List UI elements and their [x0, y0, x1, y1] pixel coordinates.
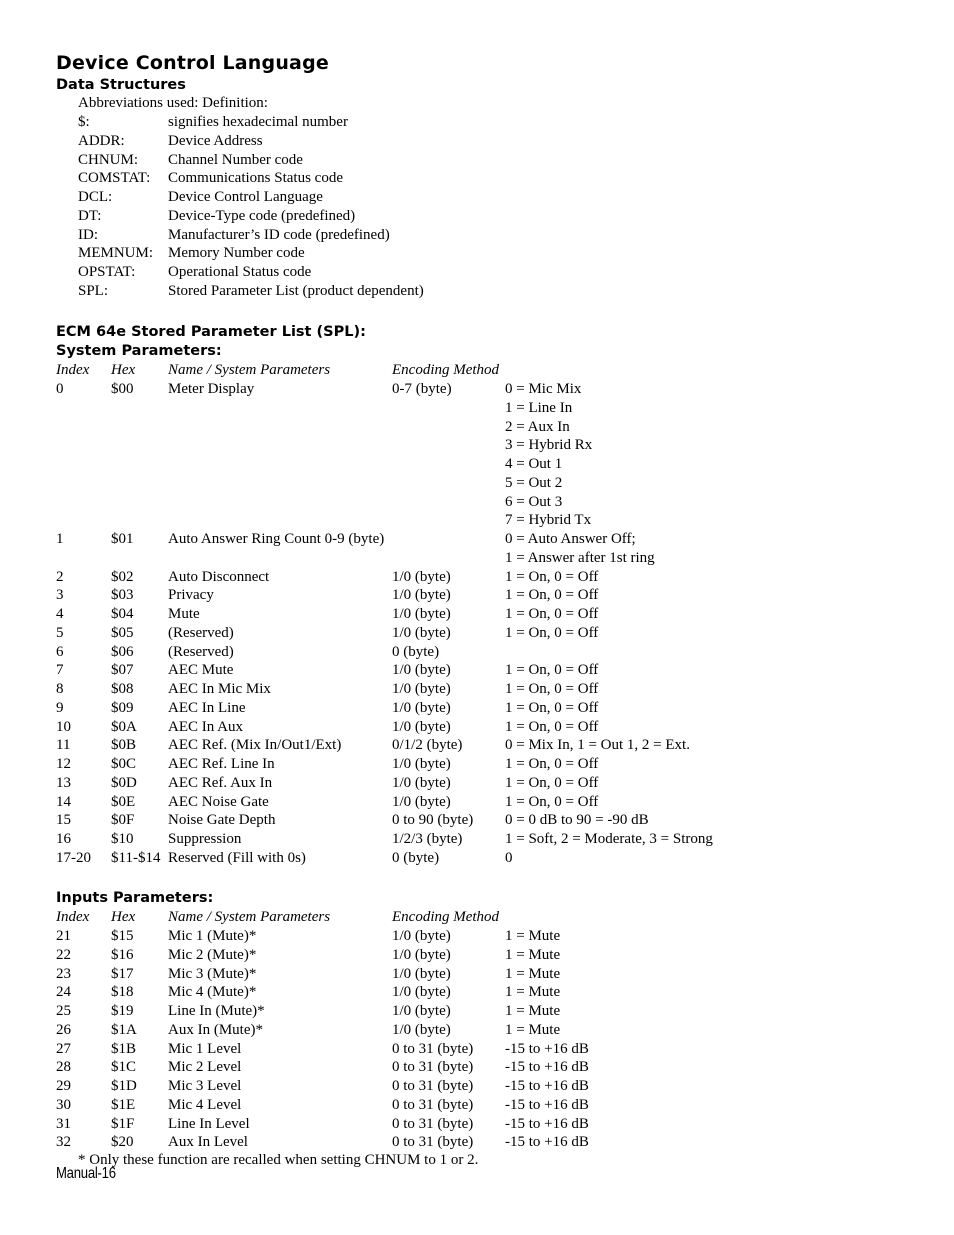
system-parameters-heading: System Parameters:	[56, 343, 222, 359]
parameter-encoding: 0 to 31 (byte)	[392, 1059, 474, 1076]
parameter-index: 12	[56, 756, 71, 772]
parameter-index: 22	[56, 946, 71, 963]
parameter-value: 1 = On, 0 = Off	[505, 774, 599, 791]
parameter-hex: $1D	[111, 1078, 137, 1094]
parameter-name: Mic 2 (Mute)*	[168, 946, 257, 963]
parameter-name: AEC Ref. (Mix In/Out1/Ext)	[168, 737, 342, 754]
parameter-name: Suppression	[168, 831, 242, 847]
parameter-value: 1 = On, 0 = Off	[505, 606, 599, 622]
parameter-hex: $1A	[111, 1021, 137, 1038]
parameter-value: 1 = On, 0 = Off	[505, 718, 599, 735]
parameter-value: 2 = Aux In	[505, 418, 570, 435]
parameter-encoding: 0 to 31 (byte)	[392, 1115, 474, 1132]
parameter-encoding: 1/0 (byte)	[392, 718, 451, 735]
parameter-value: -15 to +16 dB	[505, 1078, 589, 1094]
parameter-encoding: 1/0 (byte)	[392, 946, 451, 963]
parameter-encoding: 0 to 31 (byte)	[392, 1078, 474, 1094]
parameter-name: AEC In Line	[168, 699, 246, 716]
parameter-index: 30	[56, 1096, 71, 1113]
parameter-name: Privacy	[168, 587, 214, 604]
parameter-index: 6	[56, 643, 64, 660]
abbreviation-key: $:	[78, 114, 90, 130]
parameter-value: -15 to +16 dB	[505, 1096, 589, 1113]
parameter-name: Reserved (Fill with 0s)	[168, 849, 306, 866]
parameter-index: 9	[56, 699, 64, 716]
column-header-name: Name / System Parameters	[168, 362, 331, 378]
parameter-hex: $0D	[111, 774, 137, 791]
parameter-encoding: 0 (byte)	[392, 849, 440, 866]
parameter-encoding: 0 to 31 (byte)	[392, 1134, 474, 1151]
parameter-name: Auto Answer Ring Count 0-9 (byte)	[168, 531, 385, 547]
parameter-value: 1 = On, 0 = Off	[505, 662, 599, 679]
parameter-name: Meter Display	[168, 381, 255, 397]
parameter-encoding: 1/0 (byte)	[392, 568, 451, 585]
parameter-hex: $16	[111, 946, 134, 963]
parameter-name: Line In Level	[168, 1115, 250, 1132]
parameter-encoding: 1/0 (byte)	[392, 965, 451, 982]
parameter-index: 2	[56, 568, 64, 585]
parameter-value: -15 to +16 dB	[505, 1134, 589, 1151]
parameter-hex: $18	[111, 984, 134, 1001]
parameter-value: 1 = Mute	[505, 1003, 561, 1019]
parameter-index: 31	[56, 1115, 71, 1132]
abbreviation-key: OPSTAT:	[78, 264, 136, 280]
parameter-hex: $19	[111, 1003, 134, 1019]
parameter-index: 26	[56, 1021, 71, 1038]
parameter-index: 25	[56, 1003, 71, 1019]
parameter-encoding: 1/0 (byte)	[392, 662, 451, 679]
parameter-value: -15 to +16 dB	[505, 1059, 589, 1076]
abbreviation-key: COMSTAT:	[78, 170, 151, 187]
parameter-hex: $11-$14	[111, 849, 161, 866]
parameter-hex: $1C	[111, 1059, 137, 1076]
parameter-encoding: 0-7 (byte)	[392, 381, 452, 397]
parameter-value: 1 = On, 0 = Off	[505, 699, 599, 716]
parameter-index: 24	[56, 984, 71, 1001]
parameter-encoding: 1/0 (byte)	[392, 793, 451, 810]
column-header-hex: Hex	[111, 909, 136, 925]
parameter-index: 14	[56, 793, 71, 810]
abbreviation-key: DCL:	[78, 189, 113, 205]
parameter-name: Mic 1 (Mute)*	[168, 928, 257, 944]
parameter-value: 4 = Out 1	[505, 456, 563, 472]
parameter-hex: $04	[111, 606, 134, 622]
abbreviation-definition: Stored Parameter List (product dependent)	[168, 282, 424, 299]
data-structures-heading: Data Structures	[56, 77, 186, 93]
parameter-name: Mic 2 Level	[168, 1059, 242, 1076]
parameter-value: 1 = Mute	[505, 1021, 561, 1038]
parameter-encoding: 0 to 90 (byte)	[392, 812, 474, 829]
abbreviation-key: MEMNUM:	[78, 245, 154, 262]
parameter-index: 16	[56, 831, 71, 847]
abbreviation-key: CHNUM:	[78, 151, 139, 168]
parameter-name: Line In (Mute)*	[168, 1003, 265, 1019]
parameter-name: Mic 3 (Mute)*	[168, 965, 257, 982]
parameter-name: Mic 4 Level	[168, 1096, 242, 1113]
parameter-hex: $07	[111, 662, 134, 679]
parameter-encoding: 1/0 (byte)	[392, 1003, 451, 1019]
parameter-index: 13	[56, 774, 71, 791]
parameter-encoding: 1/0 (byte)	[392, 1021, 451, 1038]
parameter-name: AEC Mute	[168, 662, 234, 679]
parameter-hex: $08	[111, 681, 134, 697]
parameter-index: 8	[56, 681, 64, 697]
parameter-value: -15 to +16 dB	[505, 1040, 589, 1057]
parameter-encoding: 0 (byte)	[392, 643, 440, 660]
parameter-index: 21	[56, 928, 71, 944]
parameter-encoding: 1/0 (byte)	[392, 774, 451, 791]
column-header-encoding: Encoding Method	[392, 362, 500, 378]
page-number: Manual-16	[56, 1165, 116, 1182]
parameter-value: 5 = Out 2	[505, 474, 563, 491]
parameter-name: AEC Ref. Aux In	[168, 774, 273, 791]
parameter-value: 1 = Mute	[505, 946, 561, 963]
parameter-value: 1 = Mute	[505, 928, 561, 944]
parameter-hex: $0B	[111, 737, 137, 754]
parameter-value: 6 = Out 3	[505, 493, 563, 510]
parameter-hex: $15	[111, 928, 134, 944]
abbreviation-definition: Device-Type code (predefined)	[168, 207, 356, 224]
column-header-hex: Hex	[111, 362, 136, 378]
parameter-hex: $1B	[111, 1040, 137, 1057]
parameter-name: Aux In Level	[168, 1134, 248, 1151]
parameter-name: Mic 3 Level	[168, 1078, 242, 1094]
abbreviation-definition: Memory Number code	[168, 245, 305, 262]
parameter-encoding: 1/0 (byte)	[392, 699, 451, 716]
abbreviation-key: DT:	[78, 207, 102, 224]
parameter-value: 1 = On, 0 = Off	[505, 793, 599, 810]
parameter-name: Auto Disconnect	[168, 568, 270, 585]
parameter-hex: $09	[111, 699, 134, 716]
parameter-hex: $20	[111, 1134, 134, 1151]
parameter-index: 23	[56, 965, 71, 982]
parameter-hex: $00	[111, 381, 134, 397]
parameter-hex: $0F	[111, 812, 135, 829]
parameter-value: 1 = Mute	[505, 984, 561, 1001]
parameter-index: 4	[56, 606, 64, 622]
parameter-value: 1 = Soft, 2 = Moderate, 3 = Strong	[505, 831, 713, 847]
parameter-hex: $05	[111, 624, 134, 641]
parameter-encoding: 0/1/2 (byte)	[392, 737, 463, 754]
parameter-hex: $0A	[111, 718, 137, 735]
parameter-name: AEC In Mic Mix	[168, 681, 271, 697]
parameter-value: 1 = Answer after 1st ring	[505, 549, 655, 566]
parameter-encoding: 1/0 (byte)	[392, 756, 451, 772]
parameter-value: 1 = On, 0 = Off	[505, 624, 599, 641]
parameter-hex: $0E	[111, 793, 136, 810]
parameter-value: 1 = On, 0 = Off	[505, 756, 599, 772]
parameter-encoding: 1/0 (byte)	[392, 606, 451, 622]
parameter-index: 5	[56, 624, 64, 641]
parameter-index: 28	[56, 1059, 71, 1076]
parameter-value: 1 = On, 0 = Off	[505, 568, 599, 585]
parameter-value: 0 = 0 dB to 90 = -90 dB	[505, 812, 649, 829]
parameter-index: 29	[56, 1078, 71, 1094]
abbreviations-intro-text: Abbreviations used: Definition:	[78, 95, 268, 111]
parameter-hex: $1E	[111, 1096, 136, 1113]
parameter-index: 10	[56, 718, 71, 735]
parameter-name: Mic 4 (Mute)*	[168, 984, 257, 1001]
parameter-name: Aux In (Mute)*	[168, 1021, 263, 1038]
abbreviation-definition: Device Control Language	[168, 189, 323, 205]
column-header-index: Index	[56, 362, 90, 378]
parameter-value: 3 = Hybrid Rx	[505, 437, 593, 454]
footnote: * Only these function are recalled when setting CHNUM to 1 or 2.	[78, 1152, 479, 1168]
parameter-encoding: 0 to 31 (byte)	[392, 1096, 474, 1113]
parameter-encoding: 1/0 (byte)	[392, 681, 451, 697]
parameter-hex: $01	[111, 531, 134, 547]
parameter-hex: $02	[111, 568, 134, 585]
parameter-value: 0	[505, 849, 513, 866]
abbreviation-key: SPL:	[78, 282, 109, 299]
parameter-index: 11	[56, 737, 71, 754]
parameter-index: 0	[56, 381, 64, 397]
column-header-index: Index	[56, 909, 90, 925]
parameter-index: 27	[56, 1040, 71, 1057]
parameter-index: 7	[56, 662, 64, 679]
parameter-index: 15	[56, 812, 71, 829]
column-header-encoding: Encoding Method	[392, 909, 500, 925]
parameter-hex: $06	[111, 643, 134, 660]
parameter-name: AEC Ref. Line In	[168, 756, 275, 772]
parameter-name: Mute	[168, 606, 200, 622]
parameter-value: 1 = Mute	[505, 965, 561, 982]
parameter-value: 1 = On, 0 = Off	[505, 587, 599, 604]
abbreviation-definition: Manufacturer’s ID code (predefined)	[168, 226, 390, 243]
inputs-parameters-heading: Inputs Parameters:	[56, 890, 214, 906]
abbreviation-key: ADDR:	[78, 132, 125, 149]
parameter-hex: $03	[111, 587, 134, 604]
parameter-encoding: 1/0 (byte)	[392, 928, 451, 944]
abbreviation-key: ID:	[78, 226, 98, 243]
parameter-value: 0 = Auto Answer Off;	[505, 531, 636, 547]
parameter-name: Mic 1 Level	[168, 1040, 242, 1057]
parameter-name: (Reserved)	[168, 643, 234, 660]
parameter-encoding: 1/0 (byte)	[392, 587, 451, 604]
column-header-name: Name / System Parameters	[168, 909, 331, 925]
parameter-hex: $10	[111, 831, 134, 847]
spl-heading: ECM 64e Stored Parameter List (SPL):	[56, 324, 366, 340]
parameter-hex: $1F	[111, 1115, 135, 1132]
parameter-encoding: 0 to 31 (byte)	[392, 1040, 474, 1057]
parameter-name: AEC Noise Gate	[168, 793, 269, 810]
abbreviation-definition: Channel Number code	[168, 151, 303, 168]
parameter-value: 0 = Mic Mix	[505, 381, 582, 397]
parameter-hex: $0C	[111, 756, 137, 772]
abbreviation-definition: Operational Status code	[168, 264, 312, 280]
parameter-index: 32	[56, 1134, 71, 1151]
parameter-name: Noise Gate Depth	[168, 812, 276, 829]
parameter-encoding: 1/0 (byte)	[392, 984, 451, 1001]
parameter-encoding: 1/2/3 (byte)	[392, 831, 463, 847]
page-title: Device Control Language	[56, 52, 329, 74]
parameter-value: 1 = Line In	[505, 399, 573, 416]
parameter-encoding: 1/0 (byte)	[392, 624, 451, 641]
parameter-index: 17-20	[56, 849, 91, 866]
parameter-index: 3	[56, 587, 64, 604]
parameter-hex: $17	[111, 965, 134, 982]
parameter-value: -15 to +16 dB	[505, 1115, 589, 1132]
parameter-value: 1 = On, 0 = Off	[505, 681, 599, 697]
parameter-index: 1	[56, 531, 64, 547]
parameter-value: 7 = Hybrid Tx	[505, 512, 592, 529]
abbreviation-definition: Device Address	[168, 132, 263, 149]
parameter-value: 0 = Mix In, 1 = Out 1, 2 = Ext.	[505, 737, 690, 754]
abbreviation-definition: Communications Status code	[168, 170, 343, 187]
parameter-name: AEC In Aux	[168, 718, 243, 735]
parameter-name: (Reserved)	[168, 624, 234, 641]
abbreviation-definition: signifies hexadecimal number	[168, 114, 348, 130]
